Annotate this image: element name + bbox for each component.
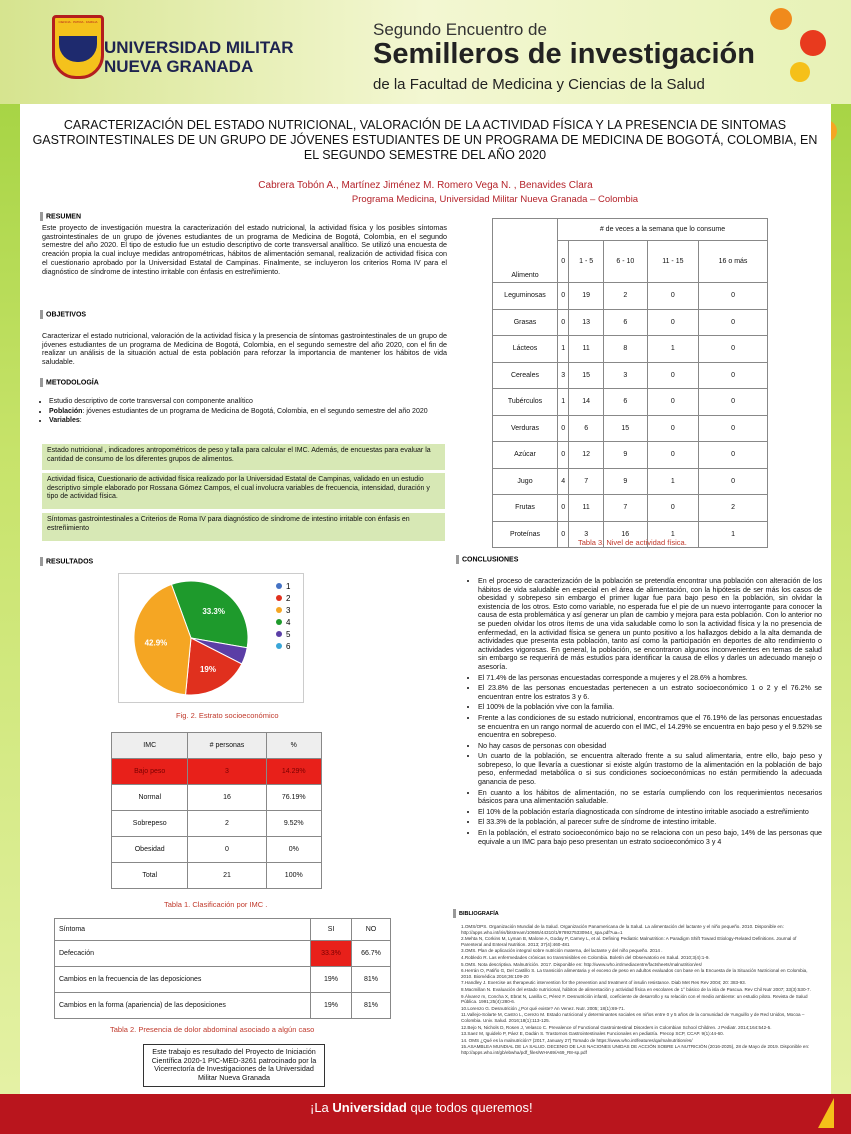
legend-label: 4 bbox=[286, 618, 291, 627]
reference-item: 14. OMS ¿Qué es la malnutrición? (2017, January 27) Tomado de https://www.who.int/features/qa/malnutrition/es/ bbox=[461, 1037, 693, 1043]
reference-item: 12.Bejo N, Nichols D, Rosen J, Velasco C. Prevalence of Functional Gastrointestinal Disorders in Colombian School Children. J Pediatr. 2014;164:542-5. bbox=[461, 1024, 772, 1030]
table-row bbox=[112, 811, 322, 837]
alimentos-table bbox=[492, 218, 768, 548]
table-cell: 13 bbox=[569, 309, 604, 336]
conclusion-item: • El 10% de la población estaría diagnosticada con síndrome de intestino irritable asociado a estreñimiento bbox=[478, 808, 822, 817]
event-line1: Segundo Encuentro de bbox=[373, 20, 547, 39]
table-cell: Leguminosas bbox=[493, 283, 558, 310]
sintomas-table bbox=[54, 918, 391, 1019]
metodologia-bullet-variables bbox=[49, 417, 446, 426]
table-row bbox=[112, 785, 322, 811]
table-cell: 0 bbox=[558, 521, 569, 548]
tabla1-caption: Tabla 1. Clasificación por IMC . bbox=[164, 900, 268, 909]
table-cell: 6 bbox=[569, 415, 604, 442]
table-row bbox=[493, 415, 768, 442]
objetivos-text: Caracterizar el estado nutricional, valoración de la actividad física y la presencia de síntomas gastrointestinales de un grupo de jóvenes estudiantes de un programa de Medicina de Bogotá, Colombia, en el segundo semestre del año 2020, con el fin de realizar un análisis de la situación actual de esta población para reforzar la importancia de mantener los hábitos de vida saludable. bbox=[42, 331, 447, 367]
variables-box-nutricional: Estado nutricional , indicadores antropométricos de peso y talla para calcular el IMC. Además, de encuestas para evaluar la cantidad de consumo de los diferentes grupos de alimentos. bbox=[42, 444, 445, 470]
tabla3-caption: Tabla 3. Nivel de actividad física. bbox=[578, 538, 687, 547]
resultados-heading: RESULTADOS bbox=[40, 557, 93, 566]
table-cell: 76.19% bbox=[266, 785, 322, 811]
conclusion-item: • En la población, el estrato socioeconómico bajo no se relaciona con un peso bajo, 14% de las personas que equivale a un IMC para bajo peso presentan un estrato socioeconómico 3 y 4 bbox=[478, 829, 822, 846]
seal-text: CIENCIA · PATRIA · FAMILIA bbox=[58, 20, 98, 24]
legend-label: 6 bbox=[286, 642, 291, 651]
table-group-header: # de veces a la semana que lo consume bbox=[558, 219, 768, 241]
table-cell: 1 bbox=[699, 521, 768, 548]
table-cell: Cambios en la frecuencia de las deposiciones bbox=[55, 967, 311, 993]
table-header-cell: 0 bbox=[558, 241, 569, 283]
table-cell: Total bbox=[112, 863, 188, 889]
table-cell: 33.3% bbox=[311, 941, 352, 967]
table-cell: 0 bbox=[699, 415, 768, 442]
table-cell: 19 bbox=[569, 283, 604, 310]
legend-label: 1 bbox=[286, 582, 291, 591]
table-header-cell: SI bbox=[311, 919, 352, 941]
table-cell: 12 bbox=[569, 442, 604, 469]
pie-data-label: 19% bbox=[199, 665, 216, 675]
table-cell: 3 bbox=[569, 521, 604, 548]
table-cell: 2 bbox=[603, 283, 647, 310]
table-cell: 11 bbox=[569, 495, 604, 522]
table-cell: 81% bbox=[352, 993, 391, 1019]
table-cell: Azúcar bbox=[493, 442, 558, 469]
table-cell: Cereales bbox=[493, 362, 558, 389]
table-cell: Defecación bbox=[55, 941, 311, 967]
table-cell: 2 bbox=[699, 495, 768, 522]
conclusion-item: • Un cuarto de la población, se encuentra alterado frente a su salud alimentaria, entre ello, bajo peso y sobrepeso, lo que llevaría a cuestionar si existe algún trastorno de la alimentación en la población de bajo peso, enfermedad metabólica o si sus condiciones socioeconómicas no están permitiendo la adecuada ganancia de peso. bbox=[478, 752, 822, 786]
table-cell: 0 bbox=[699, 336, 768, 363]
variables-box-actividad: Actividad física, Cuestionario de actividad física realizado por la Universidad Estatal de Campinas, validado en un estudio descriptivo simple elaborado por Rossana Gómez Campos, el cual involucra variables de frecuencia, intensidad, duración y tipo de actividad física. bbox=[42, 473, 445, 509]
metodologia-bullet-poblacion bbox=[49, 408, 446, 417]
table-row bbox=[112, 837, 322, 863]
table-cell: Proteínas bbox=[493, 521, 558, 548]
affiliation: Programa Medicina, Universidad Militar Nueva Granada – Colombia bbox=[351, 194, 639, 205]
table-cell: 0% bbox=[266, 837, 322, 863]
table-cell: 0 bbox=[558, 283, 569, 310]
table-cell: Frutas bbox=[493, 495, 558, 522]
slogan-bold: Universidad bbox=[332, 1100, 407, 1115]
flag-decoration-icon bbox=[818, 1098, 834, 1128]
table-header-cell: 11 - 15 bbox=[647, 241, 698, 283]
table-cell: Normal bbox=[112, 785, 188, 811]
table-cell: Bajo peso bbox=[112, 759, 188, 785]
slogan-suffix: que todos queremos! bbox=[406, 1100, 533, 1115]
table-cell: 0 bbox=[699, 283, 768, 310]
table-cell: 19% bbox=[311, 993, 352, 1019]
table-cell: 0 bbox=[699, 468, 768, 495]
conclusion-item: • No hay casos de personas con obesidad bbox=[478, 742, 822, 751]
event-line3: de la Facultad de Medicina y Ciencias de la Salud bbox=[373, 76, 705, 93]
table-cell: 19% bbox=[311, 967, 352, 993]
table-cell: 9 bbox=[603, 468, 647, 495]
table-row bbox=[493, 283, 768, 310]
reference-item: 10.Lorenzo G. Desnutrición ¿Por qué existe? An Venez. Nutr. 2005; 18(1):69-71. bbox=[461, 1005, 625, 1011]
table-header-cell: 16 o más bbox=[699, 241, 768, 283]
metodologia-list bbox=[36, 398, 446, 427]
table-cell: 15 bbox=[569, 362, 604, 389]
table-header-cell: NO bbox=[352, 919, 391, 941]
table-cell: 1 bbox=[647, 521, 698, 548]
reference-item: 5.OMS. Nota descriptiva. Malnutrición. 2017. Disponible en: http://www.who.int/mediacentre/factsheets/malnutrition/es/ bbox=[461, 961, 703, 967]
table-row bbox=[112, 863, 322, 889]
table-row bbox=[55, 993, 391, 1019]
table-cell: 6 bbox=[603, 309, 647, 336]
table-cell: 3 bbox=[188, 759, 266, 785]
table-cell: 0 bbox=[647, 362, 698, 389]
bullet-text: Estudio descriptivo de corte transversal con componente analítico bbox=[49, 398, 253, 405]
resumen-text: Este proyecto de investigación muestra la caracterización del estado nutricional, la actividad física y los posibles síntomas gastrointestinales de un grupo de jóvenes estudiantes de un programa de Medicina de Bogotá, Colombia, en el segundo semestre del año 2020. El tipo de estudio fue un estudio descriptivo de corte transversal analítico. Se utilizó una encuesta de creación propia la cual incluye medidas antropométricas, hábitos de alimentación semanal, realización de actividad física con el cuestionario aprobado por la Universidad Estatal de Campinas. Finalmente, se incluyeron los criterios Roma IV para el diagnóstico de síndrome de intestino irritable con énfasis en estreñimiento. bbox=[42, 223, 447, 276]
bullet-text: : jóvenes estudiantes de un programa de Medicina de Bogotá, Colombia, en el segundo semestre del año 2020 bbox=[82, 407, 428, 415]
table-cell: 7 bbox=[569, 468, 604, 495]
table-cell: Cambios en la forma (apariencia) de las deposiciones bbox=[55, 993, 311, 1019]
university-line1: UNIVERSIDAD MILITAR bbox=[104, 38, 294, 57]
table-header-cell: Alimento bbox=[493, 219, 558, 283]
table-cell: Grasas bbox=[493, 309, 558, 336]
reference-item: 2.Mehta N, Corkins M, Lyman B, Malone A, Goday P, Carney L, et al. Defining Pediatric Malnutrition: A Paradigm Shift Toward Etiology-Related Definitions. Journal of Parenteral and Enteral Nutrition. 2013; 37(4):460-481 bbox=[461, 936, 797, 947]
table-cell: 0 bbox=[647, 495, 698, 522]
table-cell: 0 bbox=[558, 415, 569, 442]
table-cell: 14 bbox=[569, 389, 604, 416]
legend-marker bbox=[276, 619, 282, 625]
table-cell: 3 bbox=[603, 362, 647, 389]
metodologia-bullet-estudio bbox=[49, 398, 446, 407]
table-header-cell: IMC bbox=[112, 733, 188, 759]
table-cell: 0 bbox=[647, 389, 698, 416]
table-cell: 0 bbox=[558, 309, 569, 336]
table-cell: 4 bbox=[558, 468, 569, 495]
slogan bbox=[310, 1100, 533, 1115]
bullet-label: Población bbox=[49, 407, 83, 415]
reference-item: 6.Herrán O, Patiño G, Del Castillo S. La transición alimentaria y el exceso de peso en adultos evaluados con base en la Encuesta de la Situación Nutricional en Colombia, 2010. Biomédica 2016;36:109-20 bbox=[461, 968, 808, 979]
legend-label: 5 bbox=[286, 630, 291, 639]
bullet-label: Variables bbox=[49, 417, 80, 425]
table-row bbox=[493, 495, 768, 522]
table-header-row bbox=[493, 219, 768, 241]
event-line2: Semilleros de investigación bbox=[373, 38, 755, 70]
table-cell: 0 bbox=[647, 415, 698, 442]
reference-item: 15.ASAMBLEA MUNDIAL DE LA SALUD. DECENIO DE LAS NACIONES UNIDAS DE ACCIÓN SOBRE LA NUTRICIÓN (2016-2025), 28 de Mayo de 2019. Disponible en: http://apps.who.int/gb/ebwha/pdf_files/WHA69/A69_R8-sp.pdf bbox=[461, 1044, 810, 1055]
table-cell: Tubérculos bbox=[493, 389, 558, 416]
reference-item: 9.Álvarez m, Concha X, Ebrat N, Lanilla C, Pérez F. Desnutrición infantil, coeficiente de desarrollo y su relación con el medio ambiente: un estudio piloto. Revista de Salud Pública. 1991;25(4):280-6. bbox=[461, 993, 808, 1005]
fig2-caption: Fig. 2. Estrato socioeconómico bbox=[176, 711, 279, 720]
table-cell: 1 bbox=[647, 468, 698, 495]
table-row bbox=[493, 442, 768, 469]
reference-item: 3.OMS. Plan de aplicación integral sobre nutrición materna, del lactante y del niño pequeño. 2014 . bbox=[461, 948, 663, 954]
legend-label: 3 bbox=[286, 606, 291, 615]
table-cell: 81% bbox=[352, 967, 391, 993]
table-cell: 0 bbox=[558, 495, 569, 522]
table-cell: 14.29% bbox=[266, 759, 322, 785]
conclusion-item: • El 71.4% de las personas encuestadas corresponde a mujeres y el 28.6% a hombres. bbox=[478, 674, 822, 683]
table-header-row bbox=[55, 919, 391, 941]
table-cell: 2 bbox=[188, 811, 266, 837]
legend-label: 2 bbox=[286, 594, 291, 603]
legend-marker bbox=[276, 643, 282, 649]
table-row bbox=[112, 759, 322, 785]
table-cell: 7 bbox=[603, 495, 647, 522]
table-cell: 0 bbox=[699, 362, 768, 389]
table-cell: 16 bbox=[188, 785, 266, 811]
conclusion-item: • Frente a las condiciones de su estado nutricional, encontramos que el 76.19% de las personas encuestadas se encuentra en un rango normal de acuerdo con el IMC, el 14.29% se encuentra en bajo peso y el 9.52% se encuentra en sobrepeso. bbox=[478, 714, 822, 740]
table-header-cell: % bbox=[266, 733, 322, 759]
metodologia-heading: METODOLOGÍA bbox=[40, 378, 99, 387]
bibliografia-list bbox=[461, 924, 811, 1056]
reference-item: 7.Handley J. Exercise as therapeutic intervention for the prevention and treatment of insulin resistance. Diab Met Res Rev 2004; 20: 383-93. bbox=[461, 980, 746, 986]
legend-marker bbox=[276, 583, 282, 589]
table-cell: 9 bbox=[603, 442, 647, 469]
reference-item: 13.Saez M, Iguidelo P, Páez E, Dadán S. Trastornos Gastrointestinales Funcionales en pediatría. Precop SCP, CCAP. 9(1):44-60. bbox=[461, 1031, 725, 1037]
tomato-decoration-icon bbox=[800, 30, 826, 56]
bullet-text: : bbox=[79, 417, 82, 425]
conclusion-item: • El 100% de la población vive con la familia. bbox=[478, 703, 822, 712]
pie-chart-frame bbox=[118, 573, 304, 703]
university-shield-icon bbox=[52, 15, 104, 79]
table-cell: 66.7% bbox=[352, 941, 391, 967]
university-line2: NUEVA GRANADA bbox=[104, 57, 254, 76]
table-cell: 16 bbox=[603, 521, 647, 548]
reference-item: 4.Robledo R. Las enfermedades crónicas no transmisibles en Colombia. Boletín del Observatorio en Salud. 2010;3(4):1-9. bbox=[461, 954, 710, 960]
table-row bbox=[493, 362, 768, 389]
table-cell: 0 bbox=[699, 309, 768, 336]
bibliografia-heading: BIBLIOGRAFÍA bbox=[453, 909, 499, 918]
table-row bbox=[55, 967, 391, 993]
table-cell: 6 bbox=[603, 389, 647, 416]
pie-data-label: 33.3% bbox=[202, 606, 226, 616]
pie-data-label: 42.9% bbox=[144, 638, 168, 648]
table-cell: 3 bbox=[558, 362, 569, 389]
conclusion-item: • En el proceso de caracterización de la población se pretendía encontrar una población con alteración de los hábitos de vida saludable en especial en el área de alimentación, con la hipótesis de ser más los casos de obesidad y sobrepeso sin embargo el primer lugar fue para bajo peso en la población, sin olvidar la existencia de los otros. Esto como variable, no esperada fue el pie de un nuevo interrogante para conocer la causa de esta problemática y así generar un plan de cambio y mejora para esta población. Con lo anterior no se pueden olvidar los otros ítems de una vida saludable como lo son la actividad física y la no presencia de enfermedad, en la actividad física se genera un punto positivo a los hallazgos debido a la alta demanda de actividades que presenta esta población, tanto así como la participación en deportes de alto rendimiento o actividades vigorosas. En general, la población, se encontraron algunos inconvenientes en temas de salud sin embargo se requerirá de más estudios para identificar la causa de ellos y darles un adecuado manejo o asesoría. bbox=[478, 577, 822, 672]
objetivos-heading: OBJETIVOS bbox=[40, 310, 86, 319]
table-cell: Sobrepeso bbox=[112, 811, 188, 837]
table-cell: 0 bbox=[558, 442, 569, 469]
university-name bbox=[104, 38, 294, 76]
legend-marker bbox=[276, 607, 282, 613]
resumen-heading: RESUMEN bbox=[40, 212, 81, 221]
table-row bbox=[55, 941, 391, 967]
table-header-cell: 6 - 10 bbox=[603, 241, 647, 283]
table-cell: 0 bbox=[647, 283, 698, 310]
table-cell: 15 bbox=[603, 415, 647, 442]
variables-box-sintomas: Síntomas gastrointestinales a Criterios de Roma IV para diagnóstico de síndrome de intestino irritable con énfasis en estreñimiento bbox=[42, 513, 445, 541]
orange-decoration-icon bbox=[770, 8, 792, 30]
table-cell: 0 bbox=[647, 309, 698, 336]
table-cell: 0 bbox=[188, 837, 266, 863]
funding-box: Este trabajo es resultado del Proyecto de Iniciación Científica 2020-1 PIC-MED-3261 patrocinado por la Vicerrectoría de Investigaciones de la Universidad Militar Nueva Granada bbox=[143, 1044, 325, 1087]
table-cell: Obesidad bbox=[112, 837, 188, 863]
table-cell: 1 bbox=[647, 336, 698, 363]
conclusion-item: • El 23.8% de las personas encuestadas pertenecen a un estrato socioeconómico 1 o 2 y el 76.2% se encuentran entre los estratos 3 y 6. bbox=[478, 684, 822, 701]
legend-marker bbox=[276, 595, 282, 601]
table-row bbox=[493, 389, 768, 416]
conclusiones-heading: CONCLUSIONES bbox=[456, 555, 518, 564]
table-cell: 0 bbox=[699, 389, 768, 416]
table-cell: 0 bbox=[647, 442, 698, 469]
table-cell: 1 bbox=[558, 389, 569, 416]
table-cell: Verduras bbox=[493, 415, 558, 442]
table-cell: 21 bbox=[188, 863, 266, 889]
table-cell: 9.52% bbox=[266, 811, 322, 837]
reference-item: 11.Vallejo-Solarte M, Castro L, Cerezo M. Estado nutricional y determinantes sociales en niños entre 0 y 5 años de la comunidad de Yunguillo y de Red Unidos, Mocoa – Colombia. Univ. Salud. 2016;18(1):113-125. bbox=[461, 1012, 805, 1023]
table-header-row bbox=[112, 733, 322, 759]
table-cell: 100% bbox=[266, 863, 322, 889]
table-header-cell: 1 - 5 bbox=[569, 241, 604, 283]
reference-item: 1.OMS/OPS. Organización Mundial de la Salud. Organización Panamericana de la Salud. La alimentación del lactante y el niño pequeño. 2010. Disponible en: http://apps.who.int/iris/bitstream/10665/44310/1/9789275330944_spa.pdf?ua=1 bbox=[461, 924, 784, 935]
slogan-prefix: ¡La bbox=[310, 1100, 333, 1115]
conclusion-item: • El 33.3% de la población, al parecer sufre de síndrome de intestino irritable. bbox=[478, 818, 822, 827]
table-cell: Lácteos bbox=[493, 336, 558, 363]
tabla2-caption: Tabla 2. Presencia de dolor abdominal asociado a algún caso bbox=[110, 1025, 315, 1034]
authors: Cabrera Tobón A., Martínez Jiménez M. Romero Vega N. , Benavides Clara bbox=[258, 180, 593, 191]
pie-chart bbox=[119, 574, 303, 702]
table-row bbox=[493, 468, 768, 495]
reference-item: 8.Macmillan N. Evaluación del estado nutricional, hábitos de alimentación y actividad física en escolares de 1° básico de la isla de Pascua. Rev Chil Nutr 2007; 33(3):530-7. bbox=[461, 986, 811, 992]
conclusiones-list bbox=[466, 577, 822, 848]
table-row bbox=[493, 309, 768, 336]
lemon-decoration-icon bbox=[790, 62, 810, 82]
table-header-cell: # personas bbox=[188, 733, 266, 759]
imc-table bbox=[111, 732, 322, 889]
table-cell: Jugo bbox=[493, 468, 558, 495]
legend-marker bbox=[276, 631, 282, 637]
table-cell: 1 bbox=[558, 336, 569, 363]
table-cell: 8 bbox=[603, 336, 647, 363]
poster-title: CARACTERIZACIÓN DEL ESTADO NUTRICIONAL, VALORACIÓN DE LA ACTIVIDAD FÍSICA Y LA PRESENCIA DE SINTOMAS GASTROINTESTINALES DE UN GRUPO DE JÓVENES ESTUDIANTES DE UN PROGRAMA DE MEDICINA DE BOGOTÁ, COLOMBIA, EN EL SEGUNDO SEMESTRE DEL AÑO 2020 bbox=[32, 118, 818, 162]
conclusion-item: • En cuanto a los hábitos de alimentación, no se estaría cumpliendo con los requerimientos necesarios básicos para una alimentación saludable. bbox=[478, 789, 822, 806]
table-cell: 0 bbox=[699, 442, 768, 469]
table-header-cell: Síntoma bbox=[55, 919, 311, 941]
table-cell: 11 bbox=[569, 336, 604, 363]
table-row bbox=[493, 336, 768, 363]
